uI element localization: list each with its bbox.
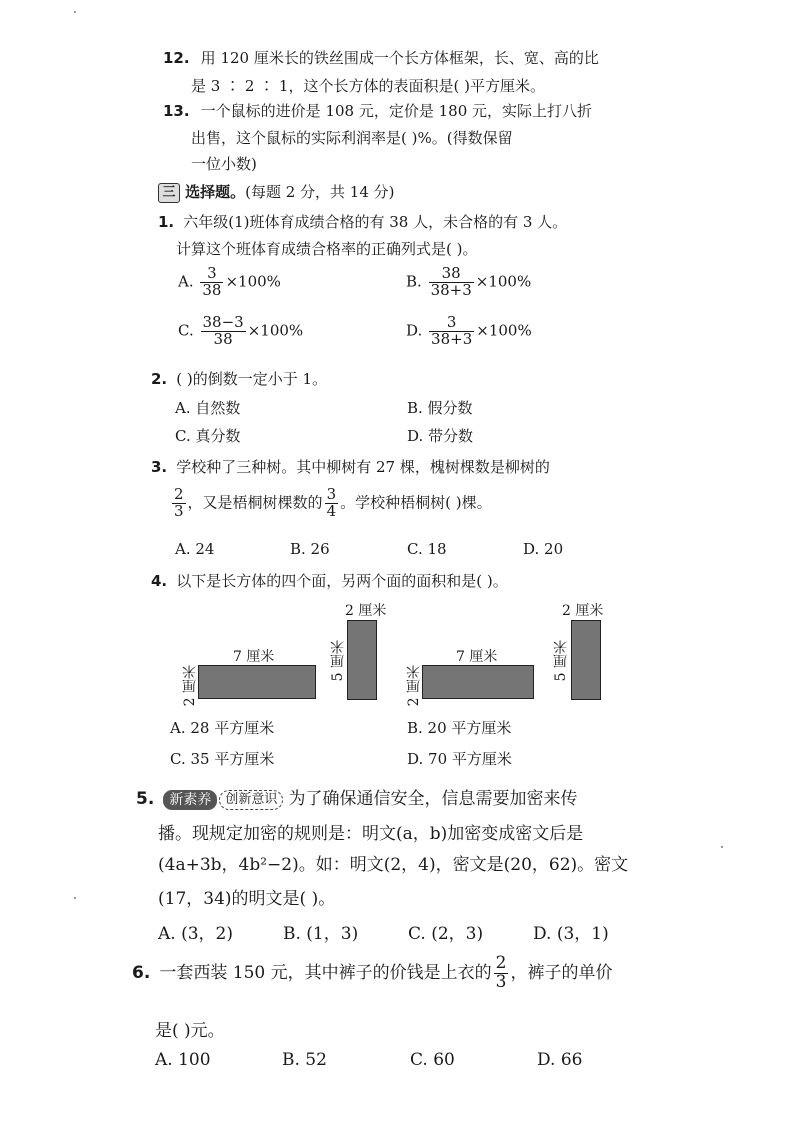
section-header (158, 181, 395, 203)
question-number: 6. (132, 962, 151, 983)
choice-6-option-b[interactable]: B. 52 (282, 1050, 327, 1070)
question-text: 用 120 厘米长的铁丝围成一个长方体框架，长、宽、高的比 (200, 49, 599, 67)
height-label: 5 厘米 (553, 640, 569, 682)
question-text: 以下是长方体的四个面，另两个面的面积和是( )。 (176, 572, 508, 590)
choice-1 (158, 211, 567, 232)
question-text: 六年级(1)班体育成绩合格的有 38 人，未合格的有 3 人。 (183, 213, 568, 231)
text: 。学校种梧桐树( )棵。 (340, 493, 492, 512)
fraction (325, 487, 339, 520)
question-text: 一套西装 150 元，其中裤子的价钱是上衣的 (159, 962, 492, 983)
fraction (494, 955, 509, 992)
choice-6-option-c[interactable]: C. 60 (410, 1050, 455, 1070)
numerator: 3 (207, 264, 217, 282)
choice-5-option-c[interactable]: C. (2，3) (408, 924, 484, 944)
choice-4-option-c[interactable]: C. 35 平方厘米 (170, 750, 275, 768)
numerator: 3 (446, 313, 457, 331)
choice-2-option-c[interactable]: C. 真分数 (175, 427, 241, 445)
choice-6 (132, 955, 612, 992)
width-label: 2 厘米 (182, 665, 198, 707)
denominator: 38+3 (431, 329, 473, 348)
choice-6-line2: 是( )元。 (155, 1021, 225, 1041)
choice-2-option-a[interactable]: A. 自然数 (175, 399, 241, 417)
choice-4 (151, 570, 508, 591)
option-label: A. (178, 272, 194, 291)
question-12-line2: 是 3 ∶ 2 ∶ 1，这个长方体的表面积是( )平方厘米。 (191, 77, 545, 95)
choice-2-option-d[interactable]: D. 带分数 (407, 427, 474, 445)
choice-5-line4: (17，34)的明文是( )。 (158, 889, 336, 909)
option-label: C. (178, 321, 194, 340)
choice-5-option-b[interactable]: B. (1，3) (283, 924, 359, 944)
denominator: 38 (201, 331, 246, 348)
choice-3-option-c[interactable]: C. 18 (407, 540, 447, 558)
numerator: 38 (441, 264, 461, 282)
fraction (200, 266, 223, 299)
numerator: 38−3 (202, 313, 244, 331)
question-number: 3. (151, 458, 168, 476)
option-tail: ×100% (225, 272, 281, 291)
question-number: 13. (163, 102, 190, 120)
length-label: 7 厘米 (233, 649, 275, 665)
choice-3-option-b[interactable]: B. 26 (290, 540, 330, 558)
choice-1-option-b[interactable] (406, 266, 531, 299)
choice-3-option-d[interactable]: D. 20 (523, 540, 564, 558)
height-label: 5 厘米 (330, 640, 346, 682)
section-three-icon: 三 (158, 183, 180, 203)
choice-5-line3: (4a+3b，4b²−2)。如：明文(2，4)，密文是(20，62)。密文 (158, 855, 629, 875)
option-label: D. (406, 321, 423, 340)
text: ，又是梧桐树棵数的 (187, 493, 323, 512)
question-number: 2. (151, 370, 168, 388)
choice-4-option-b[interactable]: B. 20 平方厘米 (407, 719, 512, 737)
scan-dot (74, 897, 76, 899)
choice-4-option-d[interactable]: D. 70 平方厘米 (407, 750, 512, 768)
innovation-badge: 创新意识 (219, 790, 283, 810)
numerator: 2 (495, 953, 507, 973)
question-number: 1. (158, 213, 175, 231)
choice-2 (151, 368, 327, 389)
question-text: 学校种了三种树。其中柳树有 27 棵，槐树棵数是柳树的 (176, 458, 550, 476)
question-13-line2: 出售，这个鼠标的实际利润率是( )%。(得数保留 (191, 129, 513, 147)
length-label: 7 厘米 (456, 649, 498, 665)
tall-face-1 (347, 620, 377, 700)
question-text: ( )的倒数一定小于 1。 (176, 370, 328, 388)
fraction (201, 315, 246, 348)
choice-6-option-a[interactable]: A. 100 (155, 1050, 211, 1070)
choice-1-option-c[interactable] (178, 315, 303, 348)
choice-5 (136, 784, 578, 810)
choice-1-line2: 计算这个班体育成绩合格率的正确列式是( )。 (176, 240, 478, 258)
width-label: 2 厘米 (406, 665, 422, 707)
denominator: 4 (326, 501, 337, 520)
question-13 (163, 100, 592, 121)
wide-face-1 (198, 665, 316, 699)
text: ，裤子的单价 (510, 962, 613, 983)
denominator: 38+3 (430, 280, 472, 299)
denominator: 3 (495, 971, 507, 992)
fraction (429, 266, 474, 299)
top-width-label: 2 厘米 (562, 603, 604, 619)
choice-6-option-d[interactable]: D. 66 (537, 1050, 583, 1070)
choice-3 (151, 456, 550, 477)
top-width-label: 2 厘米 (345, 603, 387, 619)
scan-dot (721, 846, 723, 848)
option-tail: ×100% (475, 272, 532, 291)
choice-5-option-d[interactable]: D. (3，1) (533, 924, 609, 944)
question-number: 4. (151, 572, 168, 590)
question-text: 为了确保通信安全，信息需要加密来传 (288, 789, 578, 809)
choice-3-line2 (170, 487, 492, 520)
option-tail: ×100% (476, 321, 532, 340)
choice-4-option-a[interactable]: A. 28 平方厘米 (170, 719, 275, 737)
choice-1-option-d[interactable] (406, 315, 532, 348)
wide-face-2 (422, 665, 534, 699)
option-label: B. (406, 272, 422, 291)
question-13-line3: 一位小数) (191, 155, 257, 173)
denominator: 3 (174, 501, 184, 520)
choice-2-option-b[interactable]: B. 假分数 (407, 399, 473, 417)
section-note: (每题 2 分，共 14 分) (245, 183, 395, 201)
tall-face-2 (571, 620, 601, 700)
section-title: 选择题。 (185, 183, 246, 201)
choice-5-line2: 播。现规定加密的规则是：明文(a，b)加密变成密文后是 (158, 824, 584, 844)
choice-3-option-a[interactable]: A. 24 (175, 540, 215, 558)
numerator: 2 (174, 485, 184, 503)
fraction (429, 315, 474, 348)
choice-5-option-a[interactable]: A. (3，2) (158, 924, 233, 944)
question-text: 一个鼠标的进价是 108 元，定价是 180 元，实际上打八折 (200, 102, 593, 120)
question-12 (163, 47, 599, 68)
option-tail: ×100% (247, 321, 304, 340)
scan-dot (74, 11, 76, 13)
question-number: 5. (136, 789, 155, 809)
numerator: 3 (326, 485, 337, 503)
question-number: 12. (163, 49, 190, 67)
new-literacy-badge: 新素养 (163, 790, 217, 810)
denominator: 38 (202, 280, 222, 299)
fraction (172, 487, 186, 520)
choice-1-option-a[interactable] (178, 266, 281, 299)
